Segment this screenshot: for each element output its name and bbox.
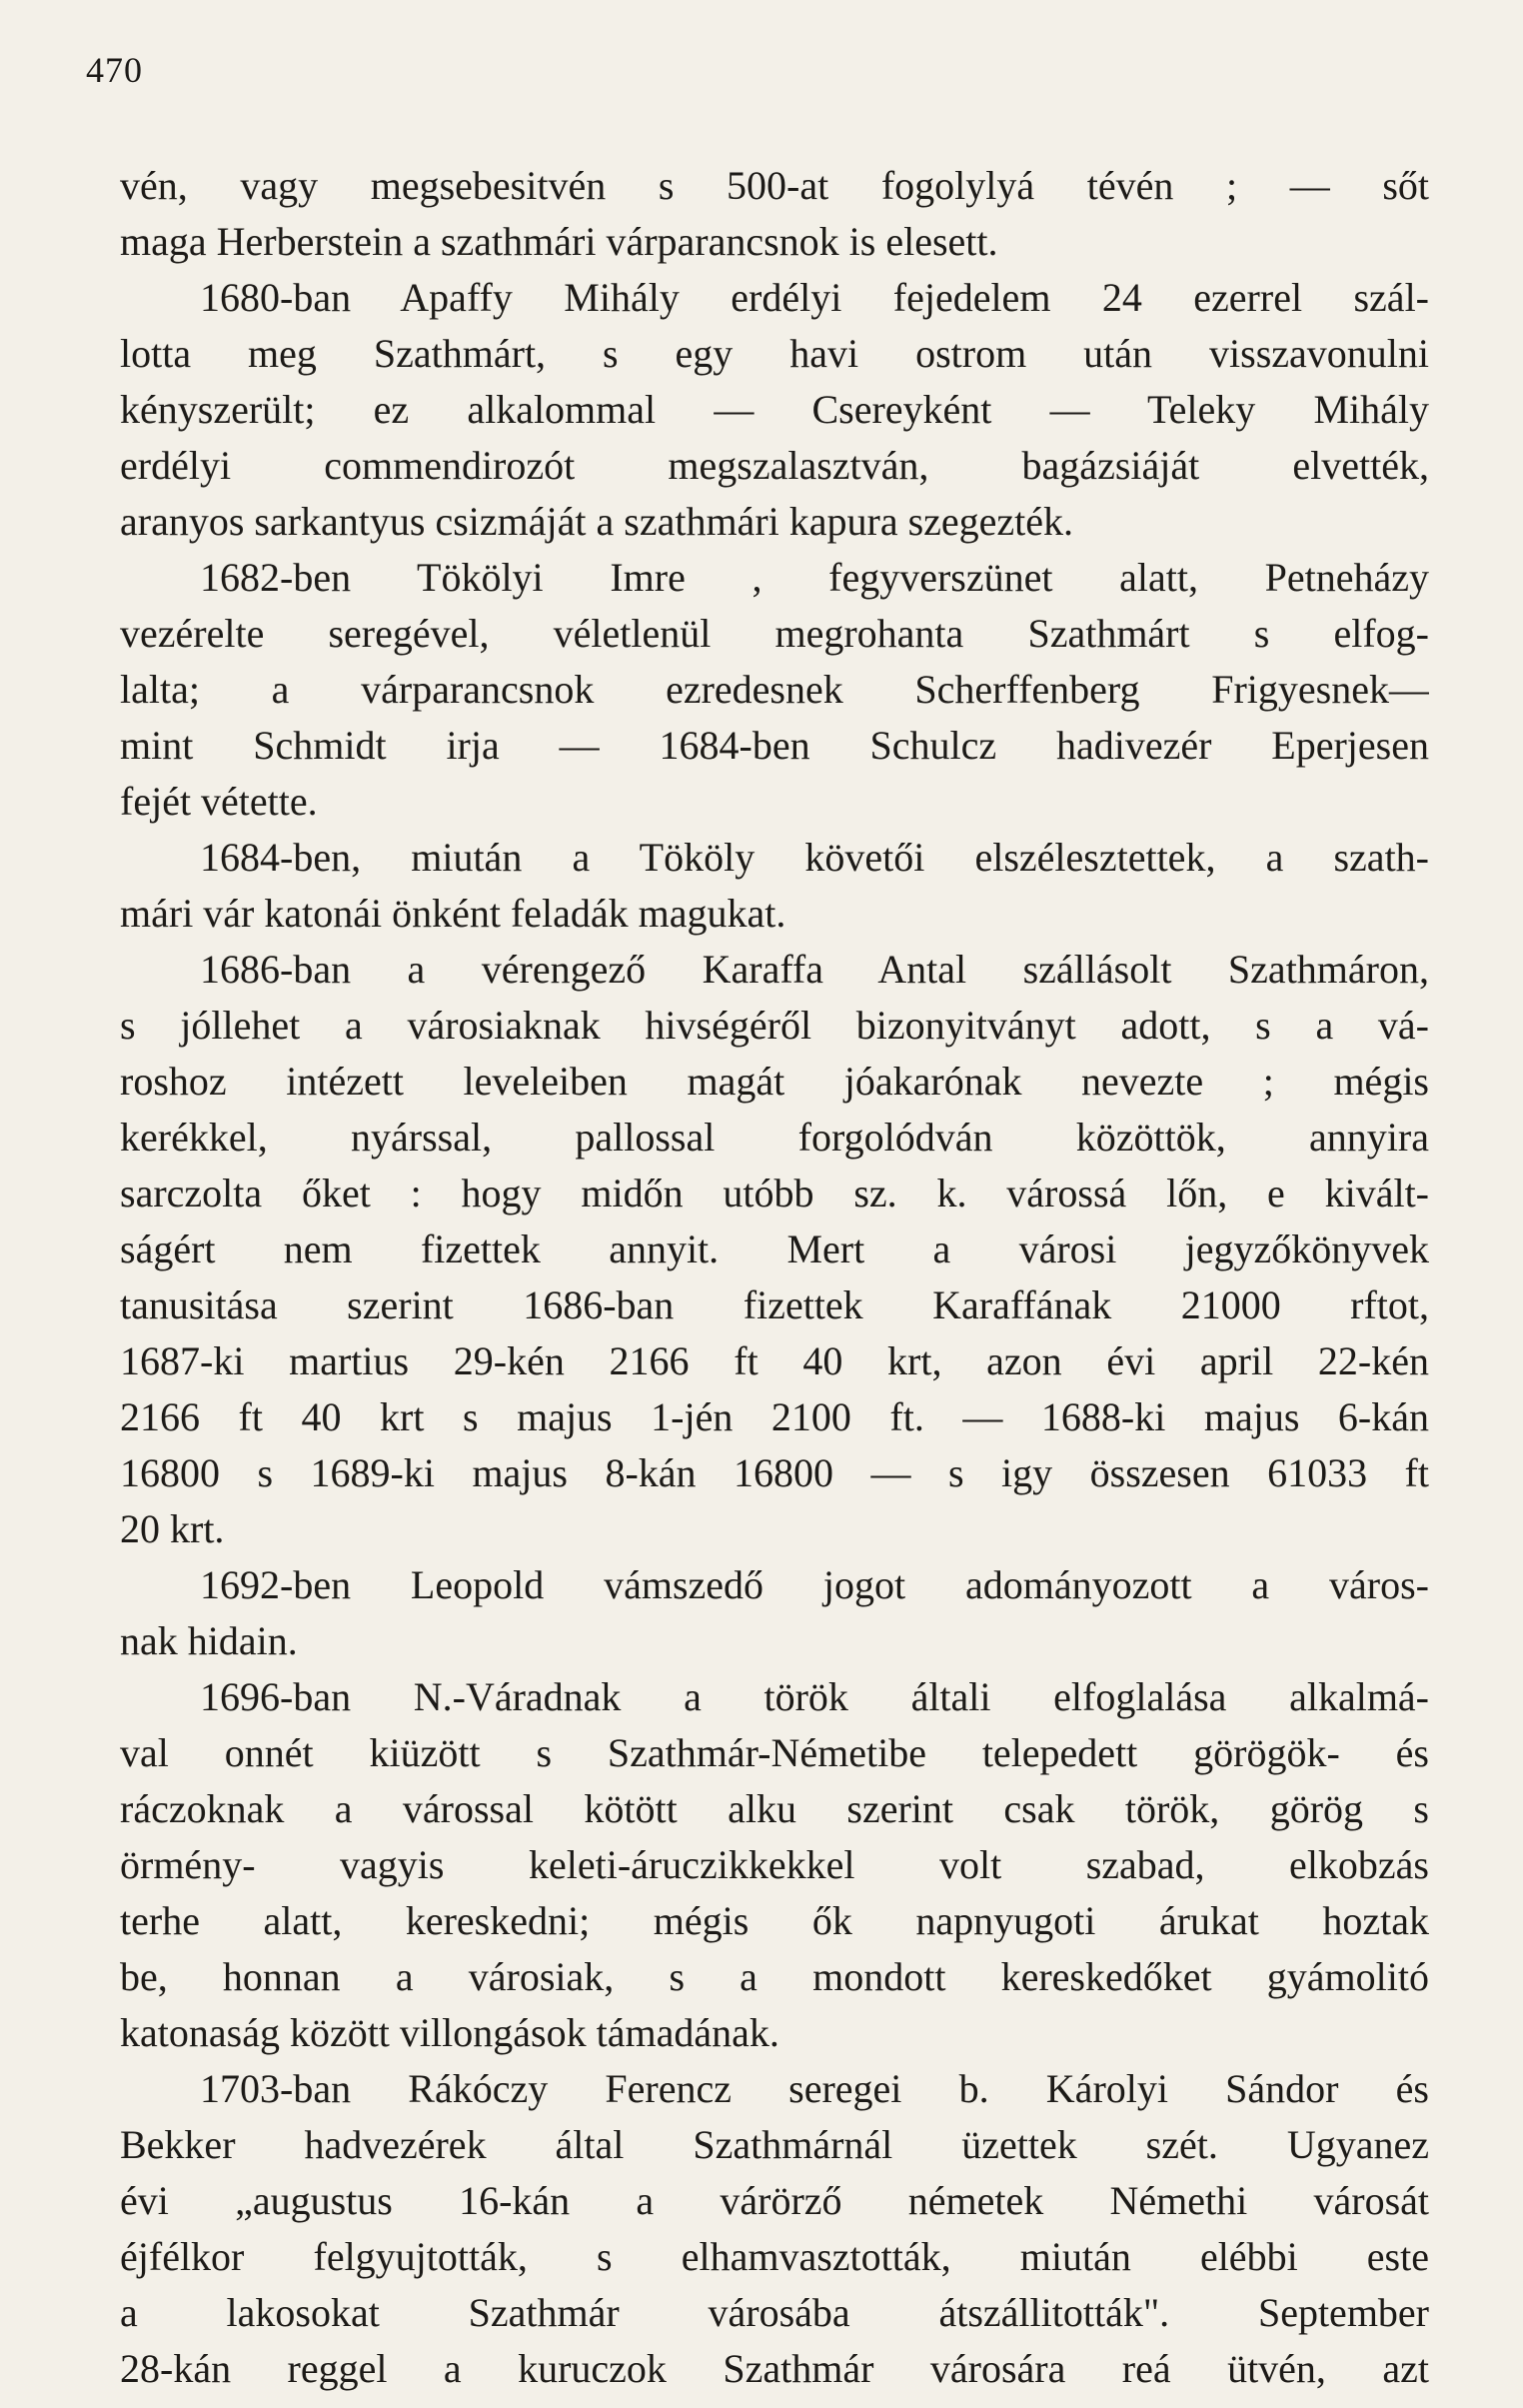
text-line: vezérelte seregével, véletlenül megrohanta Szathmárt s elfog-	[120, 611, 1429, 656]
text-line: 16800 s 1689-ki majus 8-kán 16800 — s igy összesen 61033 ft	[120, 1450, 1429, 1495]
page-number: 470	[86, 50, 143, 90]
text-line: 1682-ben Tökölyi Imre , fegyverszünet alatt, Petneházy	[200, 555, 1429, 600]
text-line: val onnét kiüzött s Szathmár-Németibe telepedett görögök- és	[120, 1730, 1429, 1775]
text-line: 1684-ben, miután a Tököly követői elszélesztettek, a szath-	[200, 835, 1429, 880]
text-line: erdélyi commendirozót megszalasztván, bagázsiáját elvették,	[120, 443, 1429, 488]
text-line: tanusitása szerint 1686-ban fizettek Karaffának 21000 rftot,	[120, 1282, 1429, 1327]
text-line: maga Herberstein a szathmári várparancsnok is elesett.	[120, 219, 998, 264]
text-line: ráczoknak a várossal kötött alku szerint csak török, görög s	[120, 1786, 1429, 1831]
text-line: évi „augustus 16-kán a várörző németek Némethi városát	[120, 2178, 1429, 2223]
text-line: 1692-ben Leopold vámszedő jogot adományozott a város-	[200, 1562, 1429, 1607]
text-line: mint Schmidt irja — 1684-ben Schulcz hadivezér Eperjesen	[120, 723, 1429, 768]
text-line: ságért nem fizettek annyit. Mert a városi jegyzőkönyvek	[120, 1226, 1429, 1271]
text-line: aranyos sarkantyus csizmáját a szathmári kapura szegezték.	[120, 499, 1074, 544]
text-line: éjfélkor felgyujtották, s elhamvasztották, miután elébbi este	[120, 2234, 1429, 2279]
text-line: 28-kán reggel a kuruczok Szathmár városára reá ütvén, azt	[120, 2346, 1429, 2391]
text-line: be, honnan a városiak, s a mondott kereskedőket gyámolitó	[120, 1954, 1429, 1999]
text-line: nak hidain.	[120, 1618, 298, 1663]
text-line: 2166 ft 40 krt s majus 1-jén 2100 ft. — 1688-ki majus 6-kán	[120, 1394, 1429, 1439]
text-line: roshoz intézett leveleiben magát jóakarónak nevezte ; mégis	[120, 1059, 1429, 1104]
text-line: 1680-ban Apaffy Mihály erdélyi fejedelem 24 ezerrel szál-	[200, 275, 1429, 320]
text-line: 1687-ki martius 29-kén 2166 ft 40 krt, azon évi april 22-kén	[120, 1338, 1429, 1383]
text-line: fejét vétette.	[120, 779, 318, 824]
text-line: a lakosokat Szathmár városába átszállitották". September	[120, 2290, 1429, 2335]
text-line: mári vár katonái önként feladák magukat.	[120, 891, 786, 936]
text-line: lalta; a várparancsnok ezredesnek Scherffenberg Frigyesnek—	[120, 667, 1429, 712]
text-line: Bekker hadvezérek által Szathmárnál üzettek szét. Ugyanez	[120, 2122, 1429, 2167]
text-line: kerékkel, nyárssal, pallossal forgolódván közöttök, annyira	[120, 1115, 1429, 1160]
text-line: 1686-ban a vérengező Karaffa Antal szállásolt Szathmáron,	[200, 947, 1429, 992]
text-line: vén, vagy megsebesitvén s 500-at fogolylyá tévén ; — sőt	[120, 163, 1429, 208]
text-line: örmény- vagyis keleti-áruczikkekkel volt szabad, elkobzás	[120, 1842, 1429, 1887]
text-line: 1703-ban Rákóczy Ferencz seregei b. Károlyi Sándor és	[200, 2066, 1429, 2111]
text-line: katonaság között villongások támadának.	[120, 2010, 779, 2055]
text-line: terhe alatt, kereskedni; mégis ők napnyugoti árukat hoztak	[120, 1898, 1429, 1943]
text-line: 20 krt.	[120, 1506, 225, 1551]
text-line: lotta meg Szathmárt, s egy havi ostrom után visszavonulni	[120, 331, 1429, 376]
text-line: kényszerült; ez alkalommal — Csereyként — Teleky Mihály	[120, 387, 1429, 432]
text-line: 1696-ban N.-Váradnak a török általi elfoglalása alkalmá-	[200, 1674, 1429, 1719]
text-line: sarczolta őket : hogy midőn utóbb sz. k. várossá lőn, e kivált-	[120, 1171, 1429, 1215]
text-line: s jóllehet a városiaknak hivségéről bizonyitványt adott, s a vá-	[120, 1003, 1429, 1048]
body-text	[120, 158, 1429, 2397]
